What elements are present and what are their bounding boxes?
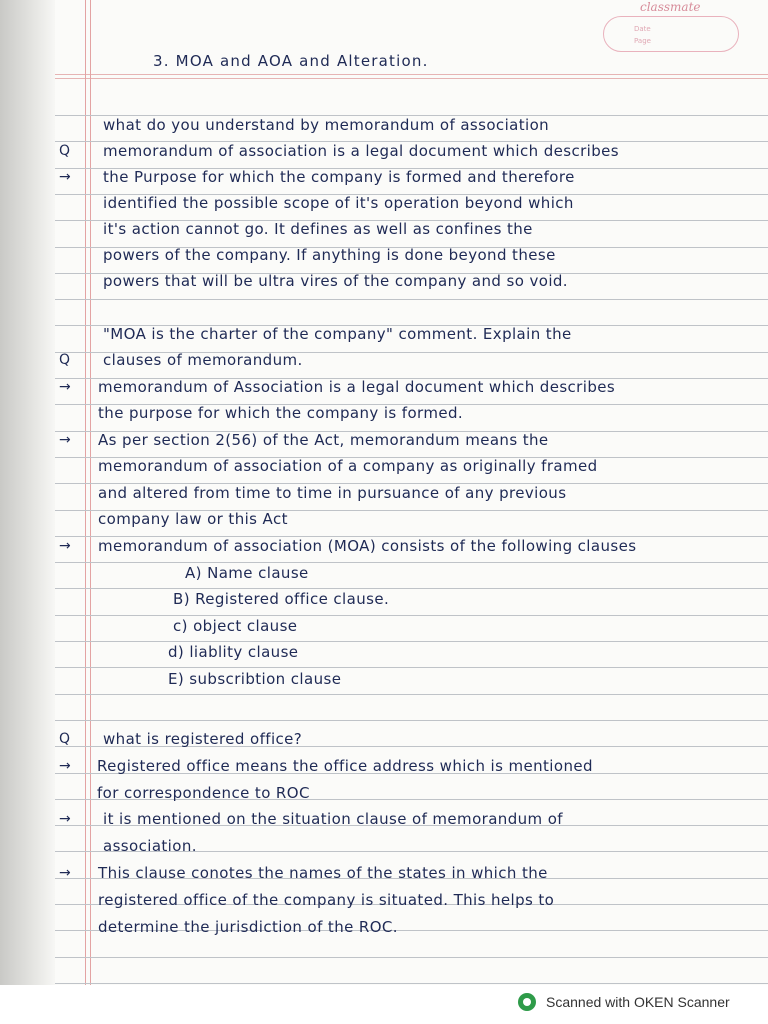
text-line: powers that will be ultra vires of the company and so void. [103, 272, 568, 290]
text-line: identified the possible scope of it's operation beyond which [103, 194, 574, 212]
header-rule-2 [55, 78, 768, 79]
question-marker: Q [59, 352, 71, 368]
ruled-line [55, 983, 768, 984]
text-line: B) Registered office clause. [173, 590, 390, 608]
brand-logo: classmate [640, 0, 701, 14]
text-line: memorandum of association is a legal document which describes [103, 142, 620, 160]
text-line: E) subscribtion clause [168, 670, 342, 688]
ruled-line [55, 957, 768, 958]
text-line: it is mentioned on the situation clause of memorandum of [103, 810, 563, 828]
text-line: association. [103, 837, 197, 855]
date-label: Date [634, 25, 651, 33]
text-line: for correspondence to ROC [97, 784, 310, 802]
page-title: 3. MOA and AOA and Alteration. [153, 52, 429, 70]
arrow-marker: → [59, 379, 71, 395]
date-page-box [603, 16, 739, 52]
text-line: clauses of memorandum. [103, 351, 303, 369]
scanner-logo-icon [518, 993, 536, 1011]
arrow-marker: → [59, 811, 71, 827]
text-line: This clause conotes the names of the states in which the [98, 864, 548, 882]
scanner-footer [518, 992, 730, 1012]
text-line: powers of the company. If anything is done beyond these [103, 246, 556, 264]
text-line: determine the jurisdiction of the ROC. [98, 918, 398, 936]
ruled-line [55, 588, 768, 589]
arrow-marker: → [59, 432, 71, 448]
arrow-marker: → [59, 538, 71, 554]
text-line: As per section 2(56) of the Act, memorandum means the [98, 431, 549, 449]
page-edge-shadow [0, 0, 55, 985]
arrow-marker: → [59, 865, 71, 881]
text-line: the Purpose for which the company is formed and therefore [103, 168, 575, 186]
arrow-marker: → [59, 758, 71, 774]
question-marker: Q [59, 731, 71, 747]
text-line: memorandum of association (MOA) consists of the following clauses [98, 537, 637, 555]
text-line: it's action cannot go. It defines as well as confines the [103, 220, 533, 238]
text-line: and altered from time to time in pursuance of any previous [98, 484, 567, 502]
scanner-footer-text: Scanned with OKEN Scanner [546, 994, 730, 1010]
ruled-line [55, 694, 768, 695]
text-line: Registered office means the office address which is mentioned [97, 757, 593, 775]
ruled-line [55, 720, 768, 721]
text-line: memorandum of Association is a legal document which describes [98, 378, 616, 396]
ruled-line [55, 615, 768, 616]
ruled-line [55, 299, 768, 300]
text-line: c) object clause [173, 617, 298, 635]
notebook-page [55, 0, 768, 985]
margin-line-right [90, 0, 91, 985]
ruled-line [55, 667, 768, 668]
ruled-line [55, 641, 768, 642]
question-marker: Q [59, 143, 71, 159]
page-label: Page [634, 37, 651, 45]
text-line: what is registered office? [103, 730, 303, 748]
text-line: company law or this Act [98, 510, 288, 528]
header-rule [55, 74, 768, 75]
text-line: "MOA is the charter of the company" comment. Explain the [103, 325, 572, 343]
text-line: the purpose for which the company is formed. [98, 404, 464, 422]
margin-line-left [85, 0, 86, 985]
text-line: d) liablity clause [168, 643, 299, 661]
text-line: memorandum of association of a company as originally framed [98, 457, 598, 475]
text-line: what do you understand by memorandum of association [103, 116, 550, 134]
ruled-line [55, 562, 768, 563]
text-line: registered office of the company is situated. This helps to [98, 891, 555, 909]
text-line: A) Name clause [185, 564, 309, 582]
arrow-marker: → [59, 169, 71, 185]
